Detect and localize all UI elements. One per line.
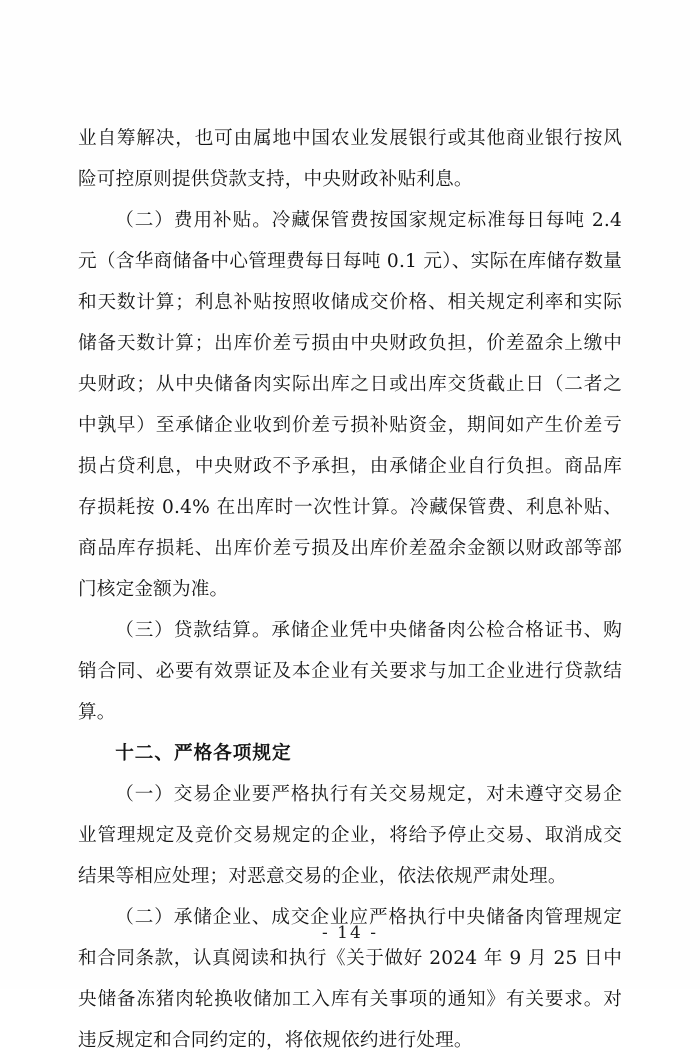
paragraph: 业自筹解决，也可由属地中国农业发展银行或其他商业银行按风险可控原则提供贷款支持，中央财政补贴利息。 <box>78 128 622 190</box>
paragraph: （三）贷款结算。承储企业凭中央储备肉公检合格证书、购销合同、必要有效票证及本企业有关要求与加工企业进行贷款结算。 <box>78 620 622 723</box>
paragraph: （一）交易企业要严格执行有关交易规定，对未遵守交易企业管理规定及竞价交易规定的企业，将给予停止交易、取消成交结果等相应处理；对恶意交易的企业，依法依规严肃处理。 <box>78 784 622 887</box>
page-number: - 14 - <box>322 923 378 943</box>
paragraph: （二）费用补贴。冷藏保管费按国家规定标准每日每吨 2.4 元（含华商储备中心管理费每日每吨 0.1 元）、实际在库储存数量和天数计算；利息补贴按照收储成交价格、相关规定利率和实际储备天数计算；出库价差亏损由中央财政负担，价差盈余上缴中央财政；从中央储备肉实际出库之日或出库交货截止日（二者之中孰早）至承储企业收到价差亏损补贴资金，期间如产生价差亏损占贷利息，中央财政不予承担，由承储企业自行负担。商品库存损耗按 0.4% 在出库时一次性计算。冷藏保管费、利息补贴、商品库存损耗、出库价差亏损及出库价差盈余金额以财政部等部门核定金额为准。 <box>78 210 622 600</box>
section-heading: 十二、严格各项规定 <box>115 743 292 764</box>
paragraph: （二）承储企业、成交企业应严格执行中央储备肉管理规定和合同条款，认真阅读和执行《关于做好 2024 年 9 月 25 日中央储备冻猪肉轮换收储加工入库有关事项的通知》有关要求。对违反规定和合同约定的，将依规依约进行处理。 <box>78 907 622 1051</box>
document-body <box>78 118 622 1061</box>
